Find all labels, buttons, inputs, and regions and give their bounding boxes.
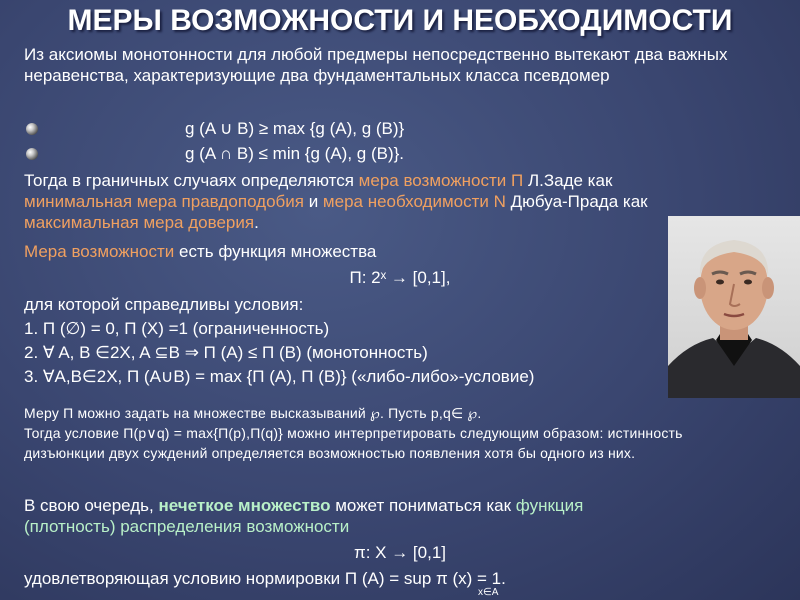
text: Л.Заде как [523,171,613,190]
fuzzy-set-term: нечеткое множество [158,496,331,515]
text: Дюбуа-Прада как [505,192,648,211]
portrait-photo [668,216,800,398]
bullet-icon [26,148,38,160]
possibility-measure-term: мера возможности П [358,171,524,190]
sup-subscript: x∈A [478,587,499,598]
conditions-intro: для которой справедливы условия: [24,295,304,314]
text: может пониматься как [330,496,516,515]
possibility-measure-term: Мера возможности [24,242,175,261]
max-belief-term: максимальная мера доверия [24,213,255,232]
condition-3: 3. ∀A,B∈2X, П (A∪B) = max {П (A), П (B)} («либо-либо»-условие) [24,367,535,386]
min-plausibility-term: минимальная мера правдоподобия [24,192,304,211]
text: есть функция множества [174,242,377,261]
page-title: МЕРЫ ВОЗМОЖНОСТИ И НЕОБХОДИМОСТИ [67,4,733,37]
function-term: функция [515,496,584,515]
inequality-union: g (A ∪ B) ≥ max {g (A), g (B)} [185,119,405,138]
text: . [254,213,259,232]
text: и [303,192,323,211]
condition-1: 1. П (∅) = 0, П (X) =1 (ограниченность) [24,319,330,338]
inequality-intersection: g (A ∩ B) ≤ min {g (A), g (B)}. [185,144,404,163]
formula-possibility: П: 2ˣ → [0,1], [349,268,451,287]
small-paragraph-2: Тогда условие П(p∨q) = max{П(p),П(q)} можно интерпретировать следующим образом: истинность дизъюнкции двух суждений определяется возможностью появления хотя бы одного из них. [24,425,683,461]
possibility-distribution-term: (плотность) распределения возможности [24,517,350,536]
possibility-definition [24,241,376,262]
intro-paragraph: Из аксиомы монотонности для любой предмеры непосредственно вытекают два важных неравенства, характеризующие два фундаментальных класса псевдомер [24,45,728,85]
normalization-condition: удовлетворяющая условию нормировки П (A) = sup π (x) = 1. [24,569,506,588]
text: Тогда в граничных случаях определяются [24,171,359,190]
formula-distribution: π: X → [0,1] [353,543,447,562]
small-paragraph-1: Меру П можно задать на множестве высказываний ℘. Пусть p,q∈ ℘. [24,405,482,421]
necessity-measure-term: мера необходимости N [322,192,506,211]
fuzzy-set-paragraph [24,495,784,537]
text: В свою очередь, [24,496,159,515]
condition-2: 2. ∀ A, B ∈2X, A ⊆B ⇒ П (A) ≤ П (B) (монотонность) [24,343,428,362]
bullet-icon [26,123,38,135]
